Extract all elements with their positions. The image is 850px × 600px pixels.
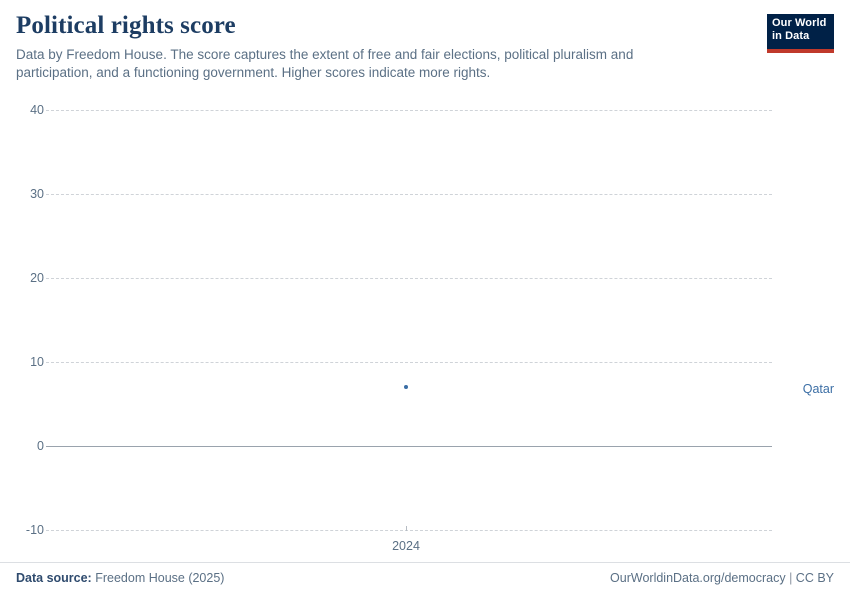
gridline-20: [46, 278, 772, 279]
page-title: Political rights score: [16, 12, 236, 39]
logo-line-1: Our World: [772, 17, 827, 29]
gridline-zero: [46, 446, 772, 447]
series-label-qatar[interactable]: Qatar: [802, 382, 834, 396]
data-point-qatar-2024[interactable]: [404, 385, 408, 389]
data-source-label: Data source:: [16, 571, 92, 585]
y-tick-label-40: 40: [30, 103, 44, 117]
logo-line-2: in Data: [772, 29, 810, 42]
data-source-value: Freedom House (2025): [95, 571, 225, 585]
gridline-10: [46, 362, 772, 363]
gridline-40: [46, 110, 772, 111]
chart-footer: [0, 562, 850, 586]
data-source: [16, 571, 224, 585]
gridline-30: [46, 194, 772, 195]
site-link[interactable]: OurWorldinData.org/democracy: [610, 571, 786, 585]
y-tick-label-30: 30: [30, 187, 44, 201]
gridline-minus10: [46, 530, 772, 531]
x-tick-label-2024: 2024: [392, 539, 420, 553]
chart-subtitle: Data by Freedom House. The score captures the extent of free and fair elections, political pluralism and participation, and a functioning government. Higher scores indicate more rights.: [16, 47, 634, 80]
x-tick-2024: [406, 526, 407, 531]
y-tick-label-10: 10: [30, 355, 44, 369]
y-tick-label-0: 0: [37, 439, 44, 453]
y-tick-label-minus10: -10: [25, 523, 44, 537]
y-tick-label-20: 20: [30, 271, 44, 285]
chart-header: [16, 12, 716, 82]
plot-area: [0, 96, 850, 556]
footer-links: [610, 571, 834, 585]
license-link[interactable]: CC BY: [795, 571, 834, 585]
footer-separator: |: [789, 571, 793, 585]
owid-logo[interactable]: [767, 14, 834, 53]
